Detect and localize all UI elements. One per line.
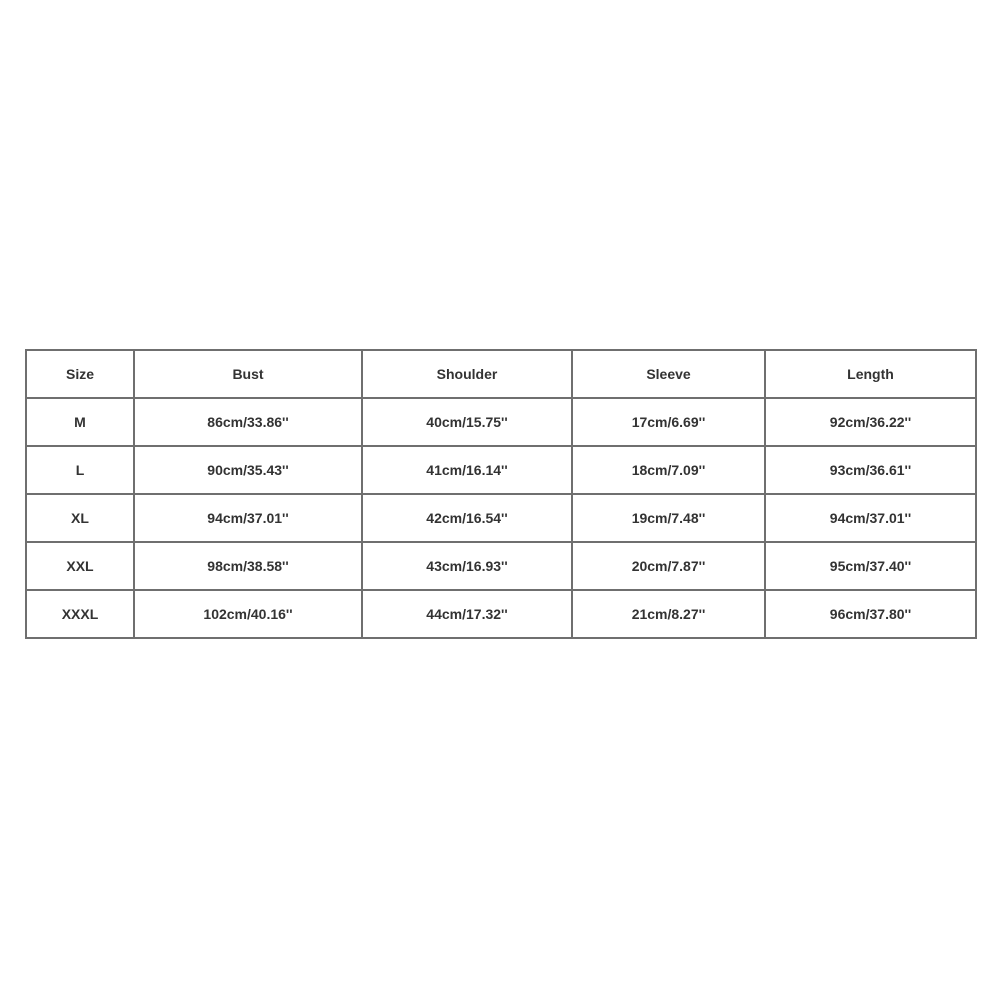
size-cell: L: [26, 446, 134, 494]
length-cell: 95cm/37.40'': [765, 542, 976, 590]
length-cell: 96cm/37.80'': [765, 590, 976, 638]
bust-cell: 102cm/40.16'': [134, 590, 362, 638]
table-row: [26, 398, 976, 446]
shoulder-cell: 42cm/16.54'': [362, 494, 572, 542]
table-header-row: [26, 350, 976, 398]
table-row: [26, 542, 976, 590]
table-row: [26, 590, 976, 638]
bust-cell: 98cm/38.58'': [134, 542, 362, 590]
header-length: Length: [765, 350, 976, 398]
header-size: Size: [26, 350, 134, 398]
size-chart-table: [25, 349, 977, 639]
bust-cell: 86cm/33.86'': [134, 398, 362, 446]
size-cell: XXXL: [26, 590, 134, 638]
bust-cell: 90cm/35.43'': [134, 446, 362, 494]
length-cell: 92cm/36.22'': [765, 398, 976, 446]
shoulder-cell: 44cm/17.32'': [362, 590, 572, 638]
length-cell: 93cm/36.61'': [765, 446, 976, 494]
sleeve-cell: 17cm/6.69'': [572, 398, 765, 446]
header-sleeve: Sleeve: [572, 350, 765, 398]
sleeve-cell: 21cm/8.27'': [572, 590, 765, 638]
length-cell: 94cm/37.01'': [765, 494, 976, 542]
size-cell: XL: [26, 494, 134, 542]
header-bust: Bust: [134, 350, 362, 398]
shoulder-cell: 41cm/16.14'': [362, 446, 572, 494]
size-cell: M: [26, 398, 134, 446]
table-row: [26, 446, 976, 494]
size-cell: XXL: [26, 542, 134, 590]
table-row: [26, 494, 976, 542]
sleeve-cell: 18cm/7.09'': [572, 446, 765, 494]
header-shoulder: Shoulder: [362, 350, 572, 398]
shoulder-cell: 40cm/15.75'': [362, 398, 572, 446]
shoulder-cell: 43cm/16.93'': [362, 542, 572, 590]
sleeve-cell: 20cm/7.87'': [572, 542, 765, 590]
sleeve-cell: 19cm/7.48'': [572, 494, 765, 542]
bust-cell: 94cm/37.01'': [134, 494, 362, 542]
